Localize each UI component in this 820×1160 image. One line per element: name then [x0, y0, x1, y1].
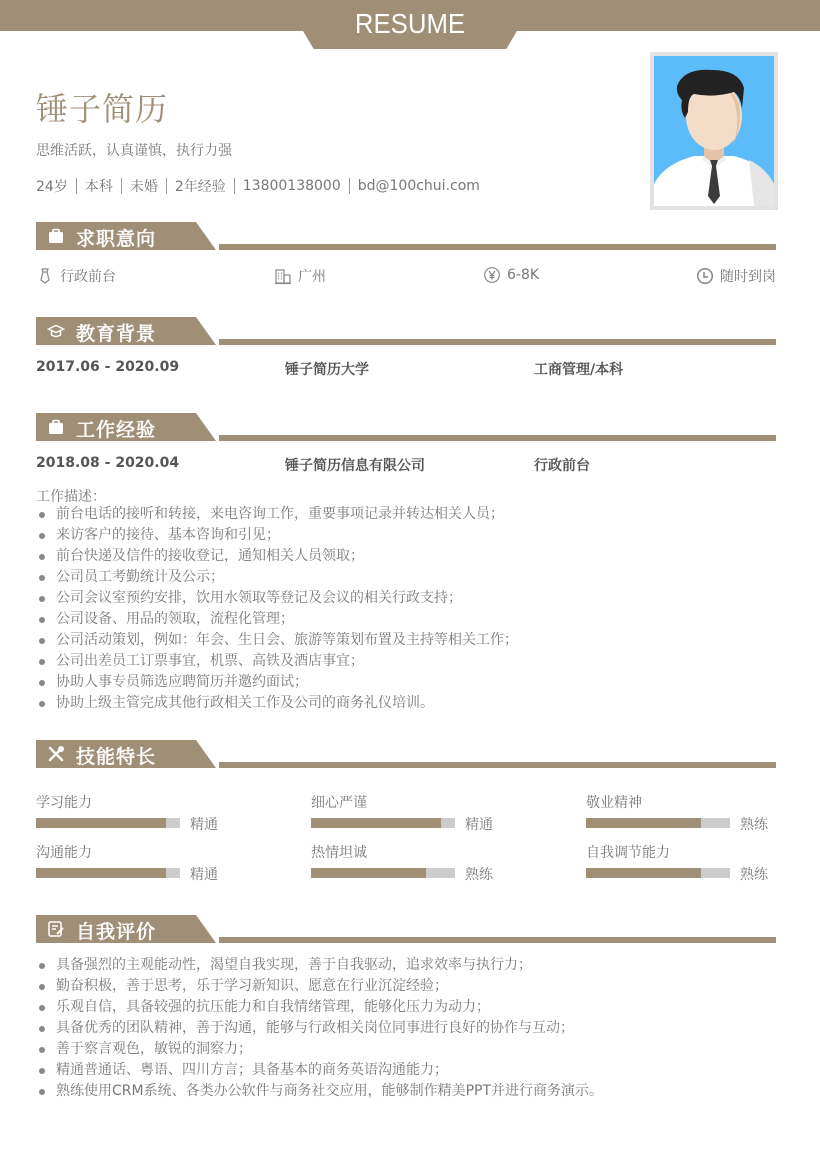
skill-name: 热情坦诚: [311, 845, 367, 861]
skill-level: 精通: [190, 817, 218, 833]
skill-bar: [311, 868, 455, 878]
work-position: 行政前台: [534, 458, 590, 474]
list-item: 公司员工考勤统计及公示；: [36, 567, 518, 588]
briefcase-icon: [47, 418, 65, 436]
list-item: 前台电话的接听和转接，来电咨询工作，重要事项记录并转达相关人员；: [36, 504, 518, 525]
work-period: 2018.08 - 2020.04: [36, 455, 180, 471]
divider: [76, 178, 77, 194]
intent-salary: 6-8K: [483, 266, 539, 284]
skill-item: [586, 792, 820, 832]
section-header-work: [36, 413, 776, 443]
section-title: 技能特长: [76, 746, 157, 768]
list-item: 公司出差员工订票事宜，机票、高铁及酒店事宜；: [36, 651, 518, 672]
info-phone: 13800138000: [242, 178, 341, 194]
skill-name: 自我调节能力: [586, 845, 670, 861]
skill-item: [311, 842, 551, 882]
divider: [349, 178, 350, 194]
work-company: 锤子简历信息有限公司: [285, 458, 425, 474]
job-intent-row: [36, 266, 776, 286]
skill-level: 熟练: [740, 867, 768, 883]
list-item: 公司设备、用品的领取，流程化管理；: [36, 609, 518, 630]
intent-availability: 随时到岗: [696, 266, 776, 286]
education-major: 工商管理/本科: [534, 362, 624, 378]
list-item: 乐观自信，具备较强的抗压能力和自我情绪管理，能够化压力为动力；: [36, 997, 603, 1018]
list-item: 具备优秀的团队精神，善于沟通，能够与行政相关岗位同事进行良好的协作与互动；: [36, 1018, 603, 1039]
building-icon: [274, 267, 292, 285]
list-item: 协助上级主管完成其他行政相关工作及公司的商务礼仪培训。: [36, 693, 518, 714]
section-title: 求职意向: [76, 228, 157, 250]
section-title: 工作经验: [76, 419, 157, 441]
skill-item: [36, 842, 276, 882]
briefcase-icon: [47, 227, 65, 245]
info-marital: 未婚: [129, 179, 158, 195]
candidate-motto: 思维活跃，认真谨慎，执行力强: [36, 143, 232, 159]
section-divider: [219, 762, 776, 768]
skill-name: 学习能力: [36, 795, 92, 811]
divider: [166, 178, 167, 194]
work-duties-list: [36, 504, 518, 714]
section-header-intent: [36, 222, 776, 252]
work-desc-title: 工作描述：: [36, 489, 106, 505]
list-item: 精通普通话、粤语、四川方言；具备基本的商务英语沟通能力；: [36, 1060, 603, 1081]
list-item: 勤奋积极，善于思考，乐于学习新知识、愿意在行业沉淀经验；: [36, 976, 603, 997]
divider: [234, 178, 235, 194]
education-school: 锤子简历大学: [285, 362, 369, 378]
list-item: 公司活动策划，例如：年会、生日会、旅游等策划布置及主持等相关工作；: [36, 630, 518, 651]
section-divider: [219, 244, 776, 250]
section-header-skills: [36, 740, 776, 770]
section-title: 教育背景: [76, 323, 157, 345]
skill-name: 沟通能力: [36, 845, 92, 861]
intent-city: 广州: [274, 266, 326, 286]
skill-bar: [586, 818, 730, 828]
list-item: 具备强烈的主观能动性，渴望自我实现，善于自我驱动，追求效率与执行力；: [36, 955, 603, 976]
skill-bar: [36, 868, 180, 878]
list-item: 协助人事专员筛选应聘简历并邀约面试；: [36, 672, 518, 693]
info-experience: 2年经验: [174, 179, 226, 195]
banner-title: RESUME: [354, 8, 466, 39]
skill-name: 细心严谨: [311, 795, 367, 811]
skill-item: [36, 792, 276, 832]
skill-level: 精通: [465, 817, 493, 833]
graduation-cap-icon: [47, 322, 65, 340]
edit-note-icon: [47, 920, 65, 938]
section-header-education: [36, 317, 776, 347]
candidate-name: 锤子简历: [36, 90, 169, 128]
skill-level: 熟练: [740, 817, 768, 833]
list-item: 公司会议室预约安排，饮用水领取等登记及会议的相关行政支持；: [36, 588, 518, 609]
skill-bar: [311, 818, 455, 828]
skill-level: 熟练: [465, 867, 493, 883]
tools-icon: [47, 745, 65, 763]
section-header-self-eval: [36, 915, 776, 945]
education-period: 2017.06 - 2020.09: [36, 359, 180, 375]
yen-icon: [483, 266, 501, 284]
section-divider: [219, 937, 776, 943]
self-eval-list: [36, 955, 603, 1102]
list-item: 善于察言观色，敏锐的洞察力；: [36, 1039, 603, 1060]
list-item: 熟练使用CRM系统、各类办公软件与商务社交应用，能够制作精美PPT并进行商务演示。: [36, 1081, 603, 1102]
divider: [121, 178, 122, 194]
list-item: 前台快递及信件的接收登记，通知相关人员领取；: [36, 546, 518, 567]
skill-level: 精通: [190, 867, 218, 883]
section-title: 自我评价: [76, 921, 157, 943]
avatar-illustration-icon: [654, 56, 774, 206]
section-divider: [219, 435, 776, 441]
clock-icon: [696, 267, 714, 285]
intent-position: 行政前台: [36, 266, 116, 286]
skill-bar: [36, 818, 180, 828]
section-divider: [219, 339, 776, 345]
skill-item: [586, 842, 820, 882]
tie-icon: [36, 267, 54, 285]
basic-info: [36, 176, 480, 196]
info-email: bd@100chui.com: [357, 178, 480, 194]
skill-item: [311, 792, 551, 832]
avatar: [650, 52, 778, 210]
skill-bar: [586, 868, 730, 878]
info-education: 本科: [84, 179, 113, 195]
list-item: 来访客户的接待、基本咨询和引见；: [36, 525, 518, 546]
skill-name: 敬业精神: [586, 795, 642, 811]
info-age: 24岁: [36, 179, 68, 195]
